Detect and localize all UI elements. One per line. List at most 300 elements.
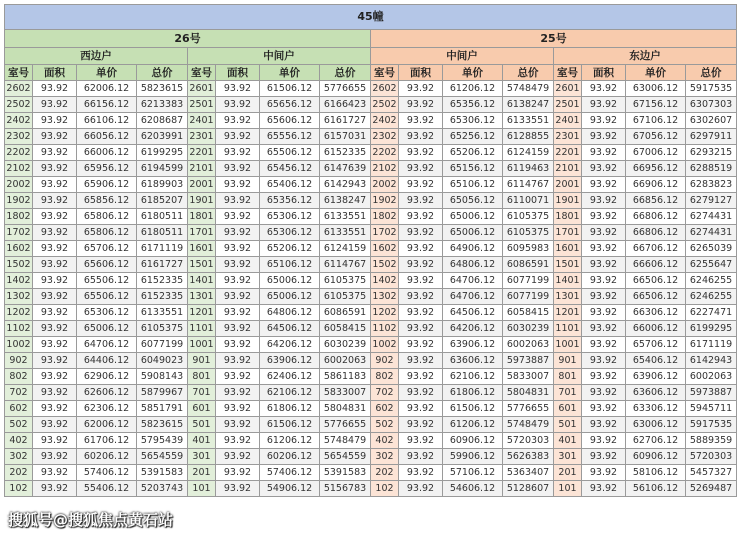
unit-price-cell: 65006.12 xyxy=(443,209,503,225)
room-number-cell: 201 xyxy=(188,465,216,481)
total-price-cell: 6246255 xyxy=(686,273,737,289)
room-number-cell: 1202 xyxy=(371,305,399,321)
room-number-cell: 1701 xyxy=(554,225,582,241)
total-price-cell: 6180511 xyxy=(137,209,188,225)
area-cell: 93.92 xyxy=(582,481,626,497)
total-price-cell: 6274431 xyxy=(686,209,737,225)
total-price-cell: 6030239 xyxy=(503,321,554,337)
table-row xyxy=(5,465,737,481)
total-price-cell: 6283823 xyxy=(686,177,737,193)
column-header-room: 室号 xyxy=(554,65,582,81)
total-price-cell: 5748479 xyxy=(503,417,554,433)
room-number-cell: 1302 xyxy=(5,289,33,305)
unit-price-cell: 65806.12 xyxy=(77,209,137,225)
total-price-cell: 6049023 xyxy=(137,353,188,369)
column-header-row xyxy=(5,65,737,81)
unit-price-cell: 65306.12 xyxy=(443,113,503,129)
unit-price-cell: 67006.12 xyxy=(626,145,686,161)
unit-price-cell: 64706.12 xyxy=(77,337,137,353)
room-number-cell: 701 xyxy=(554,385,582,401)
unit-price-cell: 61506.12 xyxy=(260,81,320,97)
unit-price-cell: 64506.12 xyxy=(260,321,320,337)
area-cell: 93.92 xyxy=(33,449,77,465)
total-price-cell: 6152335 xyxy=(137,289,188,305)
unit-price-cell: 66806.12 xyxy=(626,209,686,225)
unit-price-cell: 66506.12 xyxy=(626,273,686,289)
unit-price-cell: 66056.12 xyxy=(77,129,137,145)
total-price-cell: 6180511 xyxy=(137,225,188,241)
area-cell: 93.92 xyxy=(399,161,443,177)
unit-price-cell: 65706.12 xyxy=(77,241,137,257)
room-number-cell: 2602 xyxy=(371,81,399,97)
table-row xyxy=(5,337,737,353)
total-price-cell: 6199295 xyxy=(686,321,737,337)
room-number-cell: 2101 xyxy=(188,161,216,177)
room-number-cell: 802 xyxy=(5,369,33,385)
total-price-cell: 5879967 xyxy=(137,385,188,401)
area-cell: 93.92 xyxy=(582,177,626,193)
area-cell: 93.92 xyxy=(216,289,260,305)
total-price-cell: 6114767 xyxy=(503,177,554,193)
area-cell: 93.92 xyxy=(582,465,626,481)
unit-price-cell: 66706.12 xyxy=(626,241,686,257)
room-number-cell: 2501 xyxy=(188,97,216,113)
table-row xyxy=(5,353,737,369)
table-row xyxy=(5,145,737,161)
total-price-cell: 5457327 xyxy=(686,465,737,481)
total-price-cell: 5804831 xyxy=(503,385,554,401)
area-cell: 93.92 xyxy=(582,401,626,417)
room-number-cell: 2302 xyxy=(371,129,399,145)
area-cell: 93.92 xyxy=(399,113,443,129)
room-number-cell: 2302 xyxy=(5,129,33,145)
total-price-cell: 6105375 xyxy=(503,225,554,241)
area-cell: 93.92 xyxy=(399,177,443,193)
area-cell: 93.92 xyxy=(33,257,77,273)
room-number-cell: 2102 xyxy=(371,161,399,177)
total-price-cell: 6147639 xyxy=(320,161,371,177)
area-cell: 93.92 xyxy=(33,145,77,161)
unit-price-cell: 66006.12 xyxy=(626,321,686,337)
room-number-cell: 601 xyxy=(554,401,582,417)
total-price-cell: 6265039 xyxy=(686,241,737,257)
area-cell: 93.92 xyxy=(582,145,626,161)
area-cell: 93.92 xyxy=(33,161,77,177)
unit-price-cell: 65306.12 xyxy=(260,209,320,225)
total-price-cell: 6208687 xyxy=(137,113,188,129)
total-price-cell: 6138247 xyxy=(320,193,371,209)
area-cell: 93.92 xyxy=(399,209,443,225)
building-25-header: 25号 xyxy=(371,30,737,48)
unit-price-cell: 65356.12 xyxy=(260,193,320,209)
unit-price-cell: 65606.12 xyxy=(77,257,137,273)
price-table xyxy=(4,4,737,497)
area-cell: 93.92 xyxy=(399,433,443,449)
table-row xyxy=(5,449,737,465)
unit-price-cell: 66306.12 xyxy=(626,305,686,321)
unit-price-cell: 64806.12 xyxy=(260,305,320,321)
total-price-cell: 6002063 xyxy=(320,353,371,369)
unit-price-cell: 64706.12 xyxy=(443,289,503,305)
room-number-cell: 2001 xyxy=(554,177,582,193)
unit-price-cell: 62106.12 xyxy=(443,369,503,385)
area-cell: 93.92 xyxy=(582,113,626,129)
building-26-header: 26号 xyxy=(5,30,371,48)
total-price-cell: 5833007 xyxy=(503,369,554,385)
area-cell: 93.92 xyxy=(399,257,443,273)
total-price-cell: 5804831 xyxy=(320,401,371,417)
unit-price-cell: 58106.12 xyxy=(626,465,686,481)
room-number-cell: 1102 xyxy=(5,321,33,337)
unit-price-cell: 65406.12 xyxy=(626,353,686,369)
area-cell: 93.92 xyxy=(33,241,77,257)
room-number-cell: 302 xyxy=(5,449,33,465)
table-row xyxy=(5,129,737,145)
room-number-cell: 802 xyxy=(371,369,399,385)
watermark: 搜狐号@搜狐焦点黄石站 xyxy=(8,511,174,529)
table-row xyxy=(5,193,737,209)
total-price-cell: 6133551 xyxy=(320,209,371,225)
room-number-cell: 1501 xyxy=(188,257,216,273)
area-cell: 93.92 xyxy=(399,353,443,369)
total-price-cell: 6171119 xyxy=(686,337,737,353)
room-number-cell: 1601 xyxy=(188,241,216,257)
unit-price-cell: 66506.12 xyxy=(626,289,686,305)
unit-price-cell: 62006.12 xyxy=(77,81,137,97)
unit-price-cell: 61806.12 xyxy=(260,401,320,417)
area-cell: 93.92 xyxy=(216,129,260,145)
room-number-cell: 1201 xyxy=(554,305,582,321)
room-number-cell: 702 xyxy=(5,385,33,401)
room-number-cell: 2401 xyxy=(188,113,216,129)
area-cell: 93.92 xyxy=(216,417,260,433)
room-number-cell: 2201 xyxy=(188,145,216,161)
table-row xyxy=(5,369,737,385)
unit-price-cell: 57406.12 xyxy=(260,465,320,481)
total-price-cell: 5748479 xyxy=(503,81,554,97)
area-cell: 93.92 xyxy=(582,241,626,257)
unit-price-cell: 65206.12 xyxy=(260,241,320,257)
area-cell: 93.92 xyxy=(399,417,443,433)
total-price-cell: 6110071 xyxy=(503,193,554,209)
total-price-cell: 6077199 xyxy=(503,289,554,305)
unit-price-cell: 65006.12 xyxy=(77,321,137,337)
unit-price-cell: 65606.12 xyxy=(260,113,320,129)
area-cell: 93.92 xyxy=(582,369,626,385)
unit-price-cell: 65406.12 xyxy=(260,177,320,193)
area-cell: 93.92 xyxy=(216,321,260,337)
unit-price-cell: 67156.12 xyxy=(626,97,686,113)
room-number-cell: 102 xyxy=(5,481,33,497)
unit-price-cell: 66006.12 xyxy=(77,145,137,161)
unit-price-cell: 56106.12 xyxy=(626,481,686,497)
room-number-cell: 402 xyxy=(371,433,399,449)
area-cell: 93.92 xyxy=(216,305,260,321)
total-price-cell: 6161727 xyxy=(320,113,371,129)
area-cell: 93.92 xyxy=(399,337,443,353)
unit-price-cell: 64806.12 xyxy=(443,257,503,273)
total-price-cell: 5128607 xyxy=(503,481,554,497)
room-number-cell: 902 xyxy=(371,353,399,369)
unit-price-cell: 61206.12 xyxy=(443,81,503,97)
total-price-cell: 6307303 xyxy=(686,97,737,113)
unit-price-cell: 63006.12 xyxy=(626,417,686,433)
room-number-cell: 2601 xyxy=(188,81,216,97)
total-price-cell: 6058415 xyxy=(503,305,554,321)
room-number-cell: 1201 xyxy=(188,305,216,321)
total-price-cell: 6124159 xyxy=(320,241,371,257)
room-number-cell: 2201 xyxy=(554,145,582,161)
table-row xyxy=(5,97,737,113)
unit-price-cell: 55406.12 xyxy=(77,481,137,497)
room-number-cell: 801 xyxy=(554,369,582,385)
room-number-cell: 2502 xyxy=(371,97,399,113)
room-number-cell: 1802 xyxy=(371,209,399,225)
room-number-cell: 2001 xyxy=(188,177,216,193)
total-price-cell: 6152335 xyxy=(320,145,371,161)
room-number-cell: 1401 xyxy=(554,273,582,289)
unit-price-cell: 61506.12 xyxy=(260,417,320,433)
room-number-cell: 2102 xyxy=(5,161,33,177)
area-cell: 93.92 xyxy=(399,241,443,257)
unit-price-cell: 66606.12 xyxy=(626,257,686,273)
room-number-cell: 901 xyxy=(188,353,216,369)
unit-price-cell: 65256.12 xyxy=(443,129,503,145)
unit-price-cell: 65106.12 xyxy=(260,257,320,273)
room-number-cell: 2402 xyxy=(5,113,33,129)
room-number-cell: 1001 xyxy=(188,337,216,353)
area-cell: 93.92 xyxy=(216,449,260,465)
unit-price-cell: 65206.12 xyxy=(443,145,503,161)
total-price-cell: 6124159 xyxy=(503,145,554,161)
total-price-cell: 5795439 xyxy=(137,433,188,449)
total-price-cell: 5945711 xyxy=(686,401,737,417)
room-number-cell: 202 xyxy=(371,465,399,481)
total-price-cell: 6161727 xyxy=(137,257,188,273)
unit-price-cell: 65006.12 xyxy=(260,289,320,305)
unit-price-cell: 65506.12 xyxy=(77,273,137,289)
total-price-cell: 6297911 xyxy=(686,129,737,145)
area-cell: 93.92 xyxy=(399,81,443,97)
total-price-cell: 6166423 xyxy=(320,97,371,113)
room-number-cell: 1801 xyxy=(554,209,582,225)
total-price-cell: 6105375 xyxy=(320,289,371,305)
room-number-cell: 1302 xyxy=(371,289,399,305)
area-cell: 93.92 xyxy=(33,433,77,449)
total-price-cell: 6086591 xyxy=(320,305,371,321)
total-price-cell: 5776655 xyxy=(503,401,554,417)
total-price-cell: 6189903 xyxy=(137,177,188,193)
area-cell: 93.92 xyxy=(33,465,77,481)
unit-price-cell: 61806.12 xyxy=(443,385,503,401)
room-number-cell: 1502 xyxy=(5,257,33,273)
room-number-cell: 1802 xyxy=(5,209,33,225)
unit-price-cell: 65706.12 xyxy=(626,337,686,353)
area-cell: 93.92 xyxy=(399,193,443,209)
room-number-cell: 101 xyxy=(188,481,216,497)
unit-price-cell: 65006.12 xyxy=(260,273,320,289)
column-header-total-price: 总价 xyxy=(686,65,737,81)
unit-price-cell: 67056.12 xyxy=(626,129,686,145)
room-number-cell: 1002 xyxy=(371,337,399,353)
area-cell: 93.92 xyxy=(216,465,260,481)
total-price-cell: 5973887 xyxy=(686,385,737,401)
unit-price-cell: 65306.12 xyxy=(77,305,137,321)
total-price-cell: 6203991 xyxy=(137,129,188,145)
room-number-cell: 1402 xyxy=(371,273,399,289)
room-number-cell: 902 xyxy=(5,353,33,369)
total-price-cell: 5391583 xyxy=(320,465,371,481)
total-price-cell: 6105375 xyxy=(137,321,188,337)
total-price-cell: 6185207 xyxy=(137,193,188,209)
room-number-cell: 301 xyxy=(188,449,216,465)
table-row xyxy=(5,273,737,289)
unit-price-cell: 66106.12 xyxy=(77,113,137,129)
area-cell: 93.92 xyxy=(216,177,260,193)
table-row xyxy=(5,289,737,305)
unit-price-cell: 63606.12 xyxy=(443,353,503,369)
total-price-cell: 5776655 xyxy=(320,417,371,433)
room-number-cell: 701 xyxy=(188,385,216,401)
unit-price-cell: 54606.12 xyxy=(443,481,503,497)
unit-price-cell: 63906.12 xyxy=(260,353,320,369)
room-number-cell: 901 xyxy=(554,353,582,369)
area-cell: 93.92 xyxy=(399,225,443,241)
total-price-cell: 6302607 xyxy=(686,113,737,129)
room-number-cell: 2301 xyxy=(554,129,582,145)
room-number-cell: 502 xyxy=(5,417,33,433)
room-number-cell: 102 xyxy=(371,481,399,497)
unit-price-cell: 66806.12 xyxy=(626,225,686,241)
room-number-cell: 501 xyxy=(554,417,582,433)
unit-price-cell: 66156.12 xyxy=(77,97,137,113)
unit-price-cell: 66856.12 xyxy=(626,193,686,209)
area-cell: 93.92 xyxy=(216,193,260,209)
area-cell: 93.92 xyxy=(33,353,77,369)
total-price-cell: 6128855 xyxy=(503,129,554,145)
column-header-room: 室号 xyxy=(188,65,216,81)
unit-price-cell: 65506.12 xyxy=(260,145,320,161)
room-number-cell: 702 xyxy=(371,385,399,401)
block-header: 中间户 xyxy=(188,48,371,65)
room-number-cell: 2002 xyxy=(371,177,399,193)
total-price-cell: 5203743 xyxy=(137,481,188,497)
room-number-cell: 1402 xyxy=(5,273,33,289)
room-number-cell: 1202 xyxy=(5,305,33,321)
total-price-cell: 6194599 xyxy=(137,161,188,177)
total-price-cell: 5889359 xyxy=(686,433,737,449)
room-number-cell: 2401 xyxy=(554,113,582,129)
unit-price-cell: 65106.12 xyxy=(443,177,503,193)
unit-price-cell: 61706.12 xyxy=(77,433,137,449)
unit-price-cell: 63006.12 xyxy=(626,81,686,97)
area-cell: 93.92 xyxy=(216,113,260,129)
unit-price-cell: 65156.12 xyxy=(443,161,503,177)
total-price-cell: 5654559 xyxy=(137,449,188,465)
area-cell: 93.92 xyxy=(216,481,260,497)
room-number-cell: 2502 xyxy=(5,97,33,113)
total-price-cell: 5654559 xyxy=(320,449,371,465)
total-price-cell: 5833007 xyxy=(320,385,371,401)
room-number-cell: 1902 xyxy=(5,193,33,209)
area-cell: 93.92 xyxy=(33,177,77,193)
area-cell: 93.92 xyxy=(582,209,626,225)
area-cell: 93.92 xyxy=(399,401,443,417)
unit-price-cell: 65056.12 xyxy=(443,193,503,209)
unit-price-cell: 62406.12 xyxy=(260,369,320,385)
area-cell: 93.92 xyxy=(582,353,626,369)
room-number-cell: 1101 xyxy=(554,321,582,337)
unit-price-cell: 62006.12 xyxy=(77,417,137,433)
total-price-cell: 6105375 xyxy=(320,273,371,289)
room-number-cell: 601 xyxy=(188,401,216,417)
unit-price-cell: 63906.12 xyxy=(626,369,686,385)
column-header-room: 室号 xyxy=(371,65,399,81)
area-cell: 93.92 xyxy=(33,209,77,225)
total-price-cell: 6142943 xyxy=(320,177,371,193)
room-number-cell: 2301 xyxy=(188,129,216,145)
total-price-cell: 6105375 xyxy=(503,209,554,225)
room-number-cell: 1702 xyxy=(5,225,33,241)
total-price-cell: 6199295 xyxy=(137,145,188,161)
area-cell: 93.92 xyxy=(216,209,260,225)
total-price-cell: 6086591 xyxy=(503,257,554,273)
total-price-cell: 6279127 xyxy=(686,193,737,209)
room-number-cell: 2202 xyxy=(5,145,33,161)
total-price-cell: 5861183 xyxy=(320,369,371,385)
room-number-cell: 1601 xyxy=(554,241,582,257)
area-cell: 93.92 xyxy=(582,417,626,433)
total-price-cell: 5363407 xyxy=(503,465,554,481)
area-cell: 93.92 xyxy=(33,273,77,289)
table-row xyxy=(5,113,737,129)
area-cell: 93.92 xyxy=(582,289,626,305)
total-price-cell: 6133551 xyxy=(320,225,371,241)
column-header-area: 面积 xyxy=(582,65,626,81)
room-number-cell: 402 xyxy=(5,433,33,449)
unit-price-cell: 65306.12 xyxy=(260,225,320,241)
area-cell: 93.92 xyxy=(399,481,443,497)
area-cell: 93.92 xyxy=(582,305,626,321)
unit-price-cell: 57406.12 xyxy=(77,465,137,481)
unit-price-cell: 62106.12 xyxy=(260,385,320,401)
unit-price-cell: 61206.12 xyxy=(443,417,503,433)
area-cell: 93.92 xyxy=(33,401,77,417)
room-number-cell: 602 xyxy=(371,401,399,417)
total-price-cell: 6077199 xyxy=(137,337,188,353)
total-price-cell: 5851791 xyxy=(137,401,188,417)
unit-price-cell: 62706.12 xyxy=(626,433,686,449)
unit-price-cell: 65556.12 xyxy=(260,129,320,145)
room-number-cell: 401 xyxy=(554,433,582,449)
area-cell: 93.92 xyxy=(216,273,260,289)
unit-price-cell: 64706.12 xyxy=(443,273,503,289)
room-number-cell: 2501 xyxy=(554,97,582,113)
total-price-cell: 6058415 xyxy=(320,321,371,337)
area-cell: 93.92 xyxy=(582,225,626,241)
table-row xyxy=(5,257,737,273)
column-header-total-price: 总价 xyxy=(320,65,371,81)
room-number-cell: 1301 xyxy=(554,289,582,305)
table-row xyxy=(5,385,737,401)
total-price-cell: 6152335 xyxy=(137,273,188,289)
total-price-cell: 6114767 xyxy=(320,257,371,273)
area-cell: 93.92 xyxy=(33,113,77,129)
total-price-cell: 6255647 xyxy=(686,257,737,273)
total-price-cell: 6171119 xyxy=(137,241,188,257)
total-price-cell: 6133551 xyxy=(137,305,188,321)
column-header-room: 室号 xyxy=(5,65,33,81)
